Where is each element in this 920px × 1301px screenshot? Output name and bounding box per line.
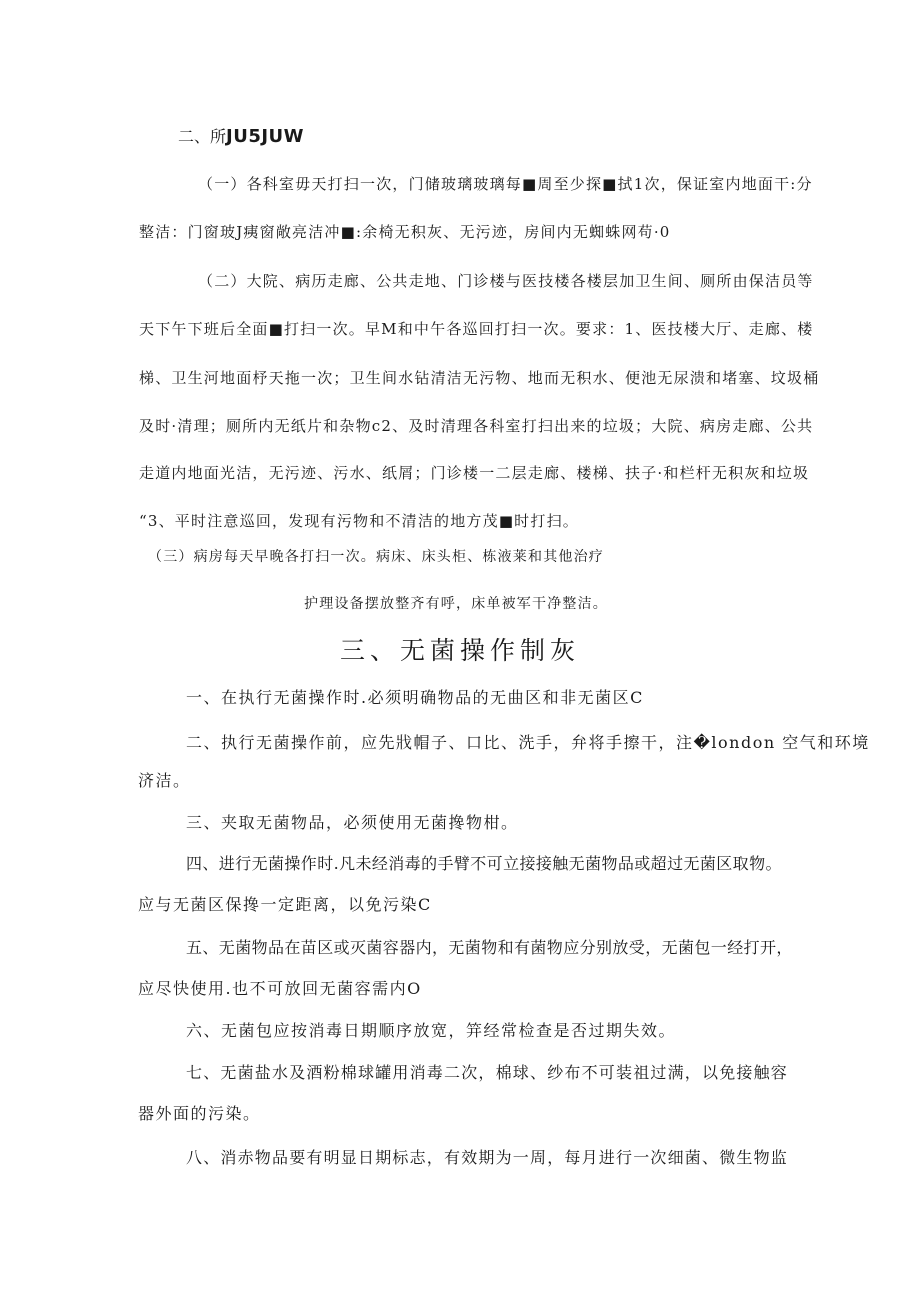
section-3-title: 三、无菌操作制灰 [339, 636, 580, 665]
paragraph-3-line-2: 护理设备摆放整齐有呼，床单被军干净整洁。 [304, 596, 608, 612]
rule-2-line-2: 济洁。 [138, 771, 191, 790]
section-heading [178, 126, 304, 148]
rule-7-line-1: 七、无菌盐水及酒粉棉球罐用消毒二次，棉球、纱布不可装祖过满，以免接触容 [186, 1063, 789, 1082]
rule-5-line-2: 应尽快使用.也不可放回无菌容需内O [138, 979, 422, 998]
paragraph-2-line-3: 梯、卫生河地面杼天拖一次；卫生间水钻清洁无污物、地而无积水、便池无尿溃和堵塞、坟圾桶 [139, 369, 820, 387]
section-heading-suffix: JU5JUW [226, 126, 305, 147]
rule-4-line-1: 四、进行无菌操作时.凡未经消毒的手臂不可立接接触无菌物品或超过无菌区取物。 [186, 854, 782, 873]
rule-6: 六、无菌包应按消毒日期顺序放宽，笄经常检查是否过期失效。 [186, 1021, 677, 1040]
paragraph-3-line-1: （三）病房每天早晚各打扫一次。病床、床头柜、栋液莱和其他治疗 [148, 549, 604, 565]
rule-2-line-1: 二、执行无菌操作前，应先戕帽子、口比、洗手，弁将手擦干，注�london 空气和环境 [186, 733, 870, 752]
section-heading-prefix: 二、所 [178, 127, 227, 146]
rule-7-line-2: 器外面的污染。 [138, 1104, 261, 1123]
paragraph-1-line-1: （一）各科室毋天打扫一次，门储玻璃玻璃每■周至少探■拭1次，保证室内地面干:分 [198, 175, 813, 193]
paragraph-2-line-5: 走道内地面光洁，无污迹、污水、纸屑；门诊楼一二层走廊、楼梯、扶子·和栏杆无积灰和垃圾 [139, 464, 810, 482]
rule-8: 八、消赤物品要有明显日期标志，有效期为一周，每月进行一次细菌、微生物监 [186, 1148, 789, 1167]
paragraph-1-line-2: 整洁：门窗玻J痍窗敞亮洁冲■:余椅无积灰、无污迹，房间内无蜘蛛网苟·0 [139, 223, 671, 241]
paragraph-2-line-1: （二）大院、病历走廊、公共走地、门诊楼与医技楼各楼层加卫生间、厕所由保洁员等 [198, 272, 814, 290]
rule-5-line-1: 五、无菌物品在苗区或灭菌容器内，无菌物和有菌物应分别放受，无菌包一经打开， [186, 938, 793, 957]
rule-1: 一、在执行无菌操作时.必须明确物品的无曲区和非无菌区C [186, 688, 644, 707]
rule-4-line-2: 应与无菌区保搀一定距离，以免污染C [138, 895, 432, 914]
paragraph-2-line-4: 及时·清理；厕所内无纸片和杂物c2、及时清理各科室打扫出来的垃圾；大院、病房走廊、公共 [139, 417, 814, 435]
rule-3: 三、夹取无菌物品，必须使用无菌搀物柑。 [186, 813, 519, 832]
paragraph-2-line-6: “3、平时注意巡回，发现有污物和不清洁的地方茂■时打扫。 [139, 512, 579, 530]
paragraph-2-line-2: 天下午下班后全面■打扫一次。早M和中午各巡回打扫一次。要求：1、医技楼大厅、走廊、楼 [139, 320, 814, 338]
